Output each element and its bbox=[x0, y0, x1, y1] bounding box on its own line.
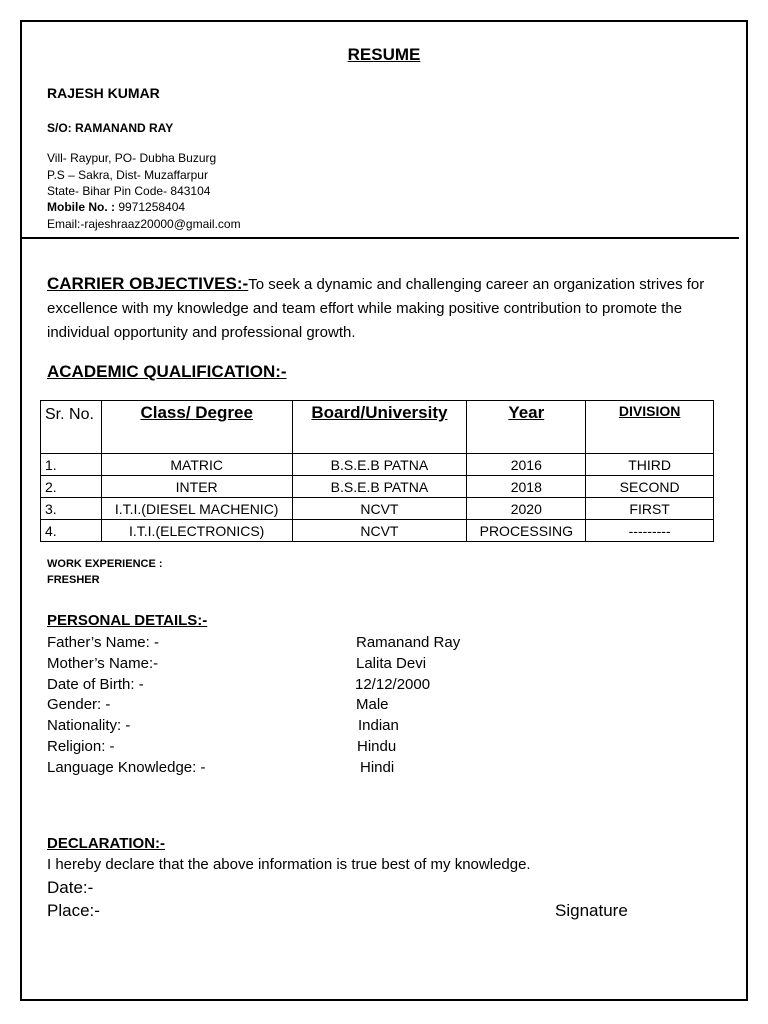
address-line-1: Vill- Raypur, PO- Dubha Buzurg bbox=[47, 151, 217, 165]
father-line: S/O: RAMANAND RAY bbox=[47, 121, 174, 135]
father-name-value: Ramanand Ray bbox=[356, 634, 461, 651]
col-header-division: DIVISION bbox=[586, 401, 714, 454]
cell-year: 2018 bbox=[467, 476, 586, 498]
cell-sr: 3. bbox=[41, 498, 102, 520]
objective-heading: CARRIER OBJECTIVES:- bbox=[47, 274, 249, 293]
mother-name-value: Lalita Devi bbox=[356, 655, 427, 672]
gender-value: Male bbox=[356, 696, 389, 713]
cell-year: PROCESSING bbox=[467, 520, 586, 542]
cell-sr: 4. bbox=[41, 520, 102, 542]
declaration-text: I hereby declare that the above information is true best of my knowledge. bbox=[47, 856, 531, 873]
cell-year: 2016 bbox=[467, 454, 586, 476]
father-name-label: Father’s Name: - bbox=[47, 634, 159, 651]
cell-board: B.S.E.B PATNA bbox=[292, 476, 467, 498]
place-label: Place:- bbox=[47, 901, 100, 920]
gender-label: Gender: - bbox=[47, 696, 111, 713]
table-row bbox=[41, 476, 714, 498]
language-label: Language Knowledge: - bbox=[47, 759, 206, 776]
table-row bbox=[41, 520, 714, 542]
table-row bbox=[41, 454, 714, 476]
cell-sr: 1. bbox=[41, 454, 102, 476]
candidate-name: RAJESH KUMAR bbox=[47, 85, 160, 101]
table-header-row bbox=[41, 401, 714, 454]
cell-degree: I.T.I.(ELECTRONICS) bbox=[101, 520, 292, 542]
cell-division: THIRD bbox=[586, 454, 714, 476]
academic-heading: ACADEMIC QUALIFICATION:- bbox=[47, 362, 287, 381]
dob-value: 12/12/2000 bbox=[355, 676, 431, 693]
religion-label: Religion: - bbox=[47, 738, 115, 755]
table-row bbox=[41, 498, 714, 520]
cell-board: NCVT bbox=[292, 498, 467, 520]
cell-board: NCVT bbox=[292, 520, 467, 542]
header-divider bbox=[22, 237, 739, 239]
cell-year: 2020 bbox=[467, 498, 586, 520]
cell-degree: INTER bbox=[101, 476, 292, 498]
col-header-year: Year bbox=[467, 401, 586, 454]
religion-value: Hindu bbox=[357, 738, 397, 755]
mobile-line bbox=[47, 200, 185, 214]
col-header-degree: Class/ Degree bbox=[101, 401, 292, 454]
nationality-label: Nationality: - bbox=[47, 717, 131, 734]
cell-division: --------- bbox=[586, 520, 714, 542]
col-header-sr: Sr. No. bbox=[41, 401, 102, 454]
personal-details-heading: PERSONAL DETAILS:- bbox=[47, 612, 208, 629]
work-experience-value: FRESHER bbox=[47, 574, 100, 586]
signature-label: Signature bbox=[555, 901, 628, 920]
qualification-table bbox=[40, 400, 714, 542]
address-line-3: State- Bihar Pin Code- 843104 bbox=[47, 184, 211, 198]
cell-sr: 2. bbox=[41, 476, 102, 498]
declaration-heading: DECLARATION:- bbox=[47, 835, 166, 852]
cell-board: B.S.E.B PATNA bbox=[292, 454, 467, 476]
dob-label: Date of Birth: - bbox=[47, 676, 144, 693]
nationality-value: Indian bbox=[358, 717, 399, 734]
email-line: Email:-rajeshraaz20000@gmail.com bbox=[47, 217, 241, 231]
cell-division: FIRST bbox=[586, 498, 714, 520]
date-label: Date:- bbox=[47, 878, 94, 897]
work-experience-label: WORK EXPERIENCE : bbox=[47, 558, 163, 570]
address-line-2: P.S – Sakra, Dist- Muzaffarpur bbox=[47, 168, 208, 182]
mother-name-label: Mother’s Name:- bbox=[47, 655, 159, 672]
cell-division: SECOND bbox=[586, 476, 714, 498]
resume-title: RESUME bbox=[347, 45, 421, 64]
objective-section bbox=[47, 272, 727, 345]
language-value: Hindi bbox=[360, 759, 395, 776]
mobile-label: Mobile No. : bbox=[47, 200, 115, 214]
cell-degree: MATRIC bbox=[101, 454, 292, 476]
mobile-value: 9971258404 bbox=[115, 200, 186, 214]
col-header-board: Board/University bbox=[292, 401, 467, 454]
cell-degree: I.T.I.(DIESEL MACHENIC) bbox=[101, 498, 292, 520]
objective-text: To seek a dynamic and challenging career an organization strives for excellence with my knowledge and team effort while making positive contribution to promote the individual opportunity and professional growth. bbox=[47, 276, 705, 341]
